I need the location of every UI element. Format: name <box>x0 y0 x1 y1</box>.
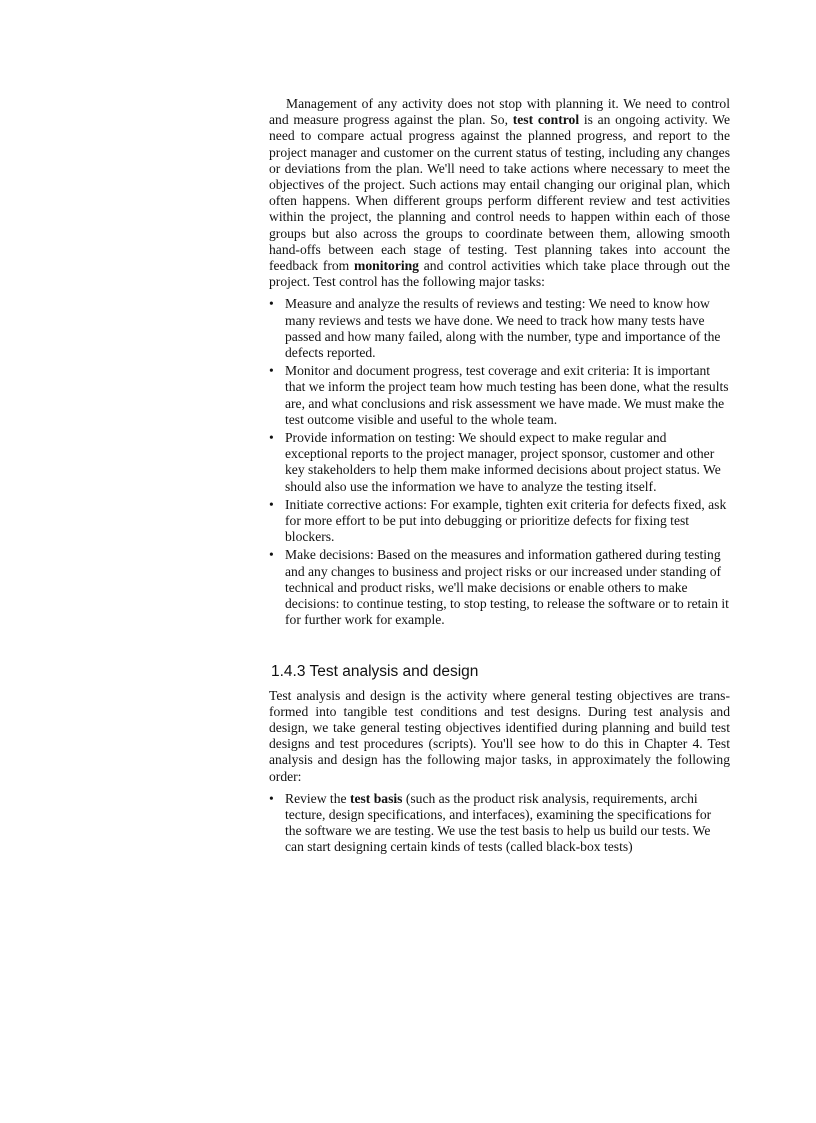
list-item-text: Make decisions: Based on the measures and information gathered during testing and any changes to business and project risks or our increased under standing of technical and product risks, we'll make decisions or enable others to make decisions: to continue testing, to stop testing, to release the software or to retain it for further work for example. <box>285 547 729 628</box>
list-item <box>269 430 730 495</box>
list-item <box>269 296 730 361</box>
bullet-icon: • <box>269 430 274 446</box>
list-item-text: Review the <box>285 790 350 806</box>
document-page <box>269 96 730 858</box>
list-item-text: (such as the product risk analysis, requirements, archi tecture, design specifications, and interfaces), examining the specifications for the software we are testing. We use the test basis to help us build our tests. We can start designing certain kinds of tests (called black-box tests) <box>285 790 712 855</box>
bullet-icon: • <box>269 296 274 312</box>
list-item-text: Measure and analyze the results of reviews and testing: We need to know how many reviews and tests we have done. We need to track how many tests have passed and how many failed, along with the number, type and importance of the defects reported. <box>285 296 721 361</box>
paragraph-text: is an ongoing activity. We need to compare actual progress against the planned progress, and report to the project manager and customer on the current status of testing, including any changes or deviations from the plan. We'll need to take actions where necessary to meet the objectives of the project. Such actions may entail changing our original plan, which often happens. When different groups perform different review and test activities within the project, the planning and control needs to happen within each of those groups but also across the groups to coordinate between them, allowing smooth hand-offs between each stage of testing. Test planning takes into account the feedback from <box>269 112 730 274</box>
section-heading: 1.4.3 Test analysis and design <box>271 662 479 680</box>
bullet-icon: • <box>269 790 274 806</box>
test-control-task-list <box>269 296 730 628</box>
paragraph-text: Management of any activity does not stop with planning it. We need to control and measure progress against the plan. So, <box>269 96 730 128</box>
bullet-icon: • <box>269 363 274 379</box>
list-item <box>269 547 730 628</box>
bold-term-test-basis: test basis <box>349 790 403 806</box>
list-item-text: Provide information on testing: We should expect to make regular and exceptional reports to the project manager, project sponsor, customer and other key stakeholders to help them make informed decisions about project status. We should also use the information we have to analyze the testing itself. <box>285 430 721 494</box>
list-item-text: Monitor and document progress, test coverage and exit criteria: It is important that we inform the project team how much testing has been done, what the results are, and what conclusions and risk assessment we have made. We must make the test outcome visible and useful to the whole team. <box>285 363 729 427</box>
paragraph-text: and control activities which take place through out the project. Test control has the following major tasks: <box>269 258 730 290</box>
test-analysis-task-list <box>269 791 730 856</box>
list-item <box>269 497 730 546</box>
list-item-text: Initiate corrective actions: For example, tighten exit criteria for defects fixed, ask for more effort to be put into debugging or prioritize defects for fixing test blockers. <box>285 496 727 545</box>
test-control-paragraph <box>269 96 730 290</box>
bullet-icon: • <box>269 547 274 563</box>
bold-term-monitoring: monitoring <box>354 258 419 274</box>
list-item <box>269 791 730 856</box>
bold-term-test-control: test control <box>512 112 580 128</box>
bullet-icon: • <box>269 496 274 512</box>
test-analysis-paragraph: Test analysis and design is the activity where general testing objectives are trans-formed into tangible test conditions and test designs. During test analysis and design, we take general testing objectives identified during planning and build test designs and test procedures (scripts). You'll see how to do this in Chapter 4. Test analysis and design has the following major tasks, in approximately the following order: <box>269 687 730 784</box>
list-item <box>269 363 730 428</box>
